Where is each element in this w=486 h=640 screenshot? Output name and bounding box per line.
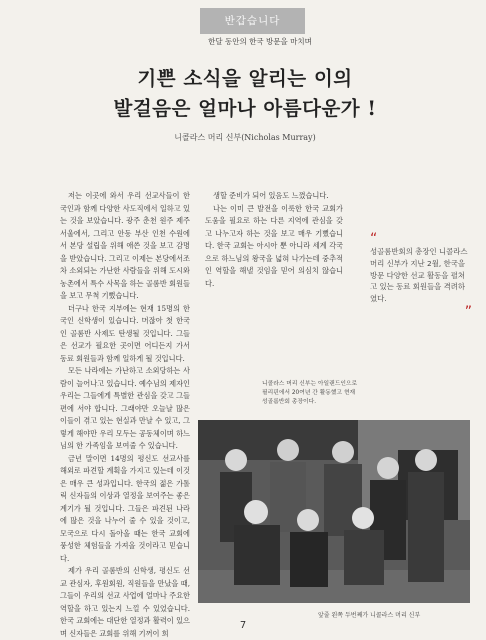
paragraph: 더구나 한국 지부에는 현재 15명의 한국인 신학생이 있습니다. 머잖아 첫 한국인 골롬반 사제도 탄생될 것입니다. 그들은 선교가 필요한 곳이면 어디든지 가서 동료 회원들과 함께 일하게 될 것입니다. [60,303,190,363]
paragraph: 제가 우리 골롬반의 신학생, 평신도 선교 관심자, 후원회원, 직원들을 만났을 때, 그들이 우리의 선교 사업에 얼마나 주요한 역할을 하고 있는지 느낄 수 있었습니다. 한국 교회에는 대단한 열정과 활력이 있으며 신자들은 교회를 위해 기꺼이 희 [60,566,190,638]
open-quote-icon: “ [370,231,378,247]
paragraph: 생할 준비가 되어 있음도 느꼈습니다. [213,191,329,200]
paragraph: 금년 말이면 14명의 평신도 선교사를 해외로 파견할 계획을 가지고 있는데 이것은 매우 큰 성과입니다. 한국의 젊은 가톨릭 신자들의 이상과 열정을 보여주는 좋은 계기가 될 것입니다. 그들은 파견된 나라에 많은 것을 나누어 줄 수 있을 것이고, 모국으로 다시 돌아올 때는 한국 교회에 풍성한 체험들을 가져올 것이라고 믿습니다. [60,453,190,563]
section-tag-label: 반갑습니다 [224,15,281,27]
close-quote-icon: ” [464,303,472,320]
group-photo-image [198,420,470,603]
body-column-1 [60,190,190,638]
article-title [80,64,410,124]
pull-quote-text: 성골롬반회의 총장인 니콜라스 머리 신부가 지난 2월, 한국을 방문 다양한 선교 활동을 펼쳐고 있는 동료 회원들을 격려하였다. [370,247,468,304]
pull-quote [370,232,472,319]
article-subtitle: 한달 동안의 한국 방문을 마치며 [208,37,312,46]
section-tag [200,8,305,34]
body-column-2 [205,190,343,340]
paragraph: 나는 이미 큰 발전을 이룩한 한국 교회가 도움을 필요로 하는 다른 지역에 관심을 갖고 나누고자 하는 것을 보고 매우 기뻤습니다. 한국 교회는 아시아 뿐 아니라 세계 각국으로 하느님의 왕국을 넓혀 나가는데 중추적인 역할을 해낼 것임을 믿어 의심치 않습니다. [205,203,343,288]
byline: 니콜라스 머리 신부(Nicholas Murray) [174,133,316,142]
photo-caption-top: 니콜라스 머리 신부는 아일랜드인으로 필리핀에서 20여년 간 활동했고 현재 성골롬반회 총장이다. [262,381,358,405]
group-photo [198,420,470,603]
title-line-1: 기쁜 소식을 알리는 이의 [137,67,353,90]
photo-caption-bottom: 앞줄 왼쪽 두번째가 니콜라스 머리 신부 [318,612,421,619]
paragraph: 저는 이곳에 와서 우리 선교사들이 한국인과 함께 다양한 사도직에서 일하고 있는 것을 보았습니다. 광주 춘천 원주 제주 서울에서, 그리고 안동 부산 인천 수원에서 본당 설립을 위해 애쓴 것을 보고 감명을 받았습니다. 그리고 이제는 본당에서조차 소외되는 가난한 사람들을 위해 도시와 농촌에서 특수 사목을 하는 골롬반 회원들을 보고 무척 기뻤습니다. [60,191,190,300]
title-line-2: 발걸음은 얼마나 아름다운가 ! [113,97,377,120]
paragraph: 모든 나라에는 가난하고 소외당하는 사람이 늘어나고 있습니다. 예수님의 제자인 우리는 그들에게 특별한 관심을 갖고 그들 편에 서야 합니다. 그래야만 오늘날 많은 이들이 겪고 있는 현실과 만날 수 있고, 그렇게 해야만 우리 모두는 공동체이며 하느님의 한 가족임을 보여줄 수 있습니다. [60,366,190,450]
page-number: 7 [239,620,247,631]
